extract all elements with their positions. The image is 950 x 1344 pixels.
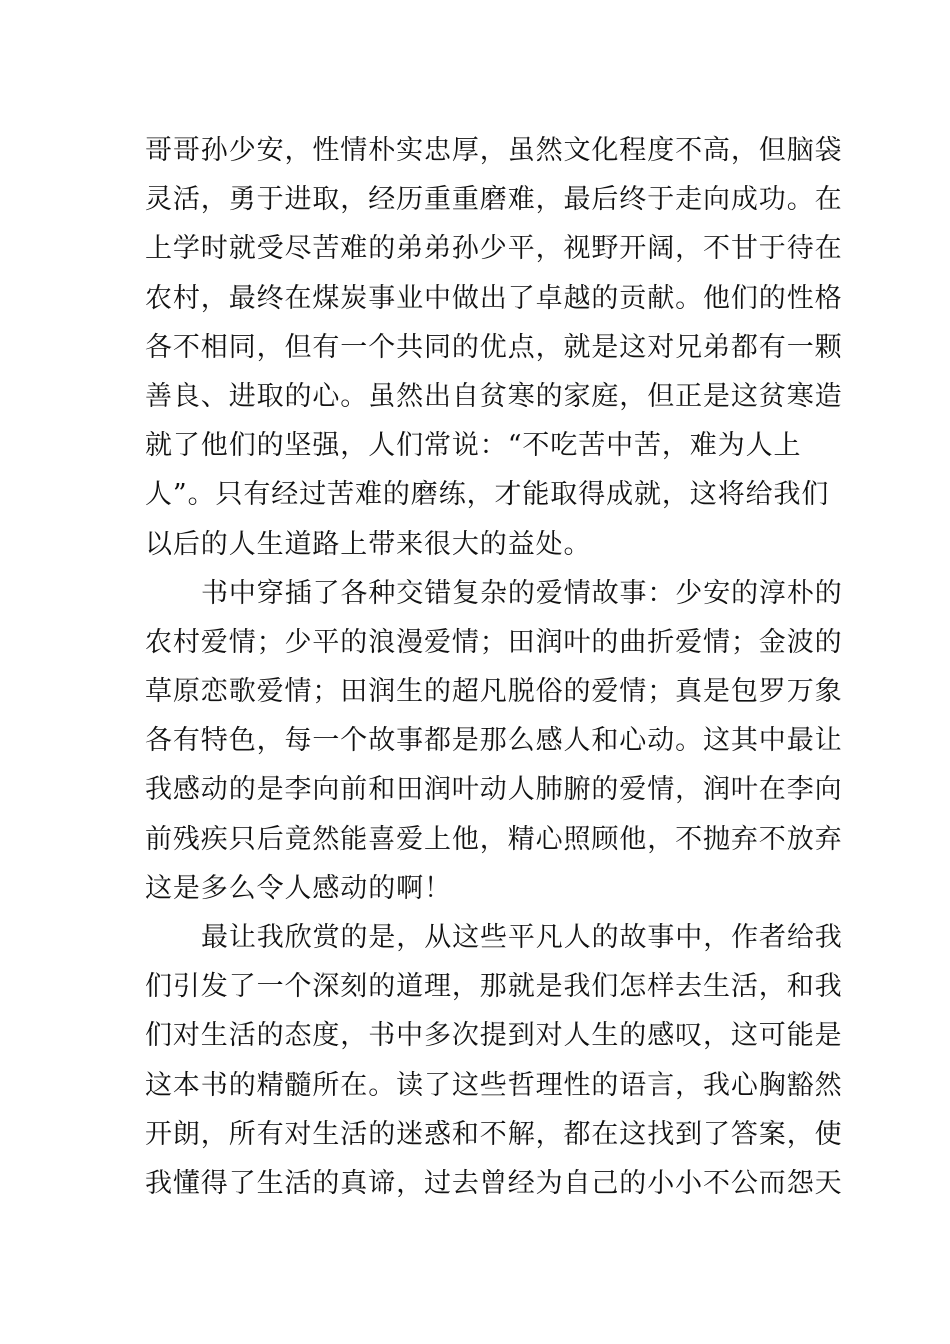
- text-line: 我感动的是李向前和田润叶动人肺腑的爱情，润叶在李向: [145, 774, 843, 806]
- text-line: 我懂得了生活的真谛，过去曾经为自己的小小不公而怨天: [145, 1167, 843, 1199]
- text-line: 开朗，所有对生活的迷惑和不解，都在这找到了答案，使: [145, 1118, 843, 1150]
- text-line: 上学时就受尽苦难的弟弟孙少平，视野开阔，不甘于待在: [145, 233, 843, 265]
- paragraph-first-line: 书中穿插了各种交错复杂的爱情故事：少安的淳朴的: [201, 577, 843, 609]
- text-line: 哥哥孙少安，性情朴实忠厚，虽然文化程度不高，但脑袋: [145, 135, 843, 166]
- text-line: 们对生活的态度，书中多次提到对人生的感叹，这可能是: [145, 1020, 843, 1052]
- text-line: 前残疾只后竟然能喜爱上他，精心照顾他，不抛弃不放弃: [145, 823, 843, 855]
- text-line: 就了他们的坚强，人们常说：“不吃苦中苦，难为人上: [145, 430, 802, 462]
- body-text: [145, 126, 843, 1208]
- text-line: 们引发了一个深刻的道理，那就是我们怎样去生活，和我: [145, 971, 843, 1003]
- text-line: 这本书的精髓所在。读了这些哲理性的语言，我心胸豁然: [145, 1069, 843, 1101]
- text-line: 各有特色，每一个故事都是那么感人和心动。这其中最让: [145, 725, 843, 757]
- text-line: 灵活，勇于进取，经历重重磨难，最后终于走向成功。在: [145, 184, 843, 216]
- paragraph-first-line: 最让我欣赏的是，从这些平凡人的故事中，作者给我: [201, 922, 843, 953]
- text-line: 农村爱情；少平的浪漫爱情；田润叶的曲折爱情；金波的: [145, 626, 843, 658]
- text-line: 人”。只有经过苦难的磨练，才能取得成就，这将给我们: [145, 479, 830, 511]
- text-line: 草原恋歌爱情；田润生的超凡脱俗的爱情；真是包罗万象: [145, 676, 843, 708]
- text-line: 农村，最终在煤炭事业中做出了卓越的贡献。他们的性格: [145, 282, 843, 314]
- text-line: 善良、进取的心。虽然出自贫寒的家庭，但正是这贫寒造: [145, 380, 843, 412]
- text-line: 这是多么令人感动的啊！: [145, 872, 452, 904]
- text-line: 以后的人生道路上带来很大的益处。: [145, 528, 592, 560]
- text-line: 各不相同，但有一个共同的优点，就是这对兄弟都有一颗: [145, 331, 843, 363]
